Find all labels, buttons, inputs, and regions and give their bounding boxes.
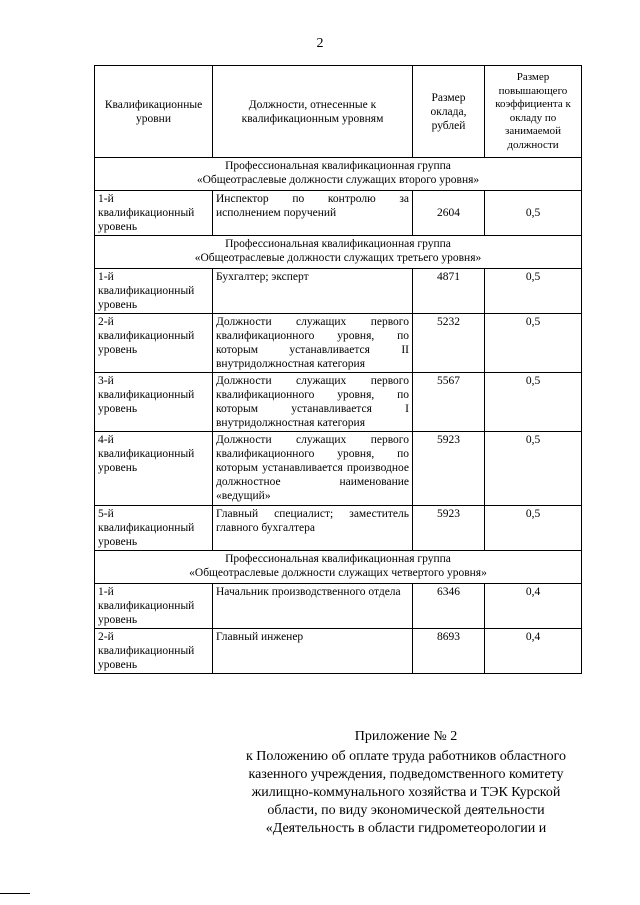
coefficient-cell: 0,5 — [485, 314, 582, 373]
position-cell: Должности служащих первого квалификационного уровня, по которым устанавливается II внутридолжностная категория — [213, 314, 413, 373]
position-cell: Начальник производственного отдела — [213, 584, 413, 629]
salary-cell: 6346 — [413, 584, 485, 629]
level-cell: 2-й квалификационный уровень — [95, 629, 213, 674]
group-header-row — [95, 551, 582, 584]
group-subtitle: «Общеотраслевые должности служащих второго уровня» — [196, 174, 480, 186]
coefficient-cell: 0,5 — [485, 506, 582, 551]
group-title: Профессиональная квалификационная группа — [225, 553, 451, 565]
position-cell: Инспектор по контролю за исполнением поручений — [213, 191, 413, 236]
table-row — [95, 432, 582, 506]
salary-cell: 5923 — [413, 506, 485, 551]
coefficient-cell: 0,5 — [485, 432, 582, 506]
coefficient-cell: 0,5 — [485, 191, 582, 236]
group-subtitle: «Общеотраслевые должности служащих третьего уровня» — [194, 252, 482, 264]
scan-edge-mark — [0, 893, 30, 894]
header-coefficient: Размер повышающего коэффициента к окладу по занимаемой должности — [485, 66, 582, 158]
group-header-row — [95, 158, 582, 191]
salary-cell: 5923 — [413, 432, 485, 506]
level-cell: 1-й квалификационный уровень — [95, 269, 213, 314]
appendix-line: области, по виду экономической деятельности — [267, 803, 545, 818]
position-cell: Главный специалист; заместитель главного бухгалтера — [213, 506, 413, 551]
group-subtitle: «Общеотраслевые должности служащих четвертого уровня» — [189, 567, 487, 579]
header-levels: Квалификационные уровни — [95, 66, 213, 158]
group-title-cell — [95, 158, 582, 191]
appendix-line: «Деятельность в области гидрометеорологии и — [265, 821, 547, 836]
group-title: Профессиональная квалификационная группа — [225, 238, 451, 250]
table-row — [95, 269, 582, 314]
coefficient-cell: 0,5 — [485, 373, 582, 432]
appendix-line: жилищно-коммунального хозяйства и ТЭК Курской — [251, 785, 561, 800]
position-cell: Должности служащих первого квалификационного уровня, по которым устанавливается производное должностное наименование «ведущий» — [213, 432, 413, 506]
page-number: 2 — [316, 36, 324, 51]
header-positions: Должности, отнесенные к квалификационным уровням — [213, 66, 413, 158]
group-title-cell — [95, 236, 582, 269]
level-cell: 5-й квалификационный уровень — [95, 506, 213, 551]
table-row — [95, 191, 582, 236]
salary-cell: 4871 — [413, 269, 485, 314]
level-cell: 3-й квалификационный уровень — [95, 373, 213, 432]
position-cell: Бухгалтер; эксперт — [213, 269, 413, 314]
table-header-row — [95, 66, 582, 158]
appendix-line: к Положению об оплате труда работников областного — [245, 749, 566, 764]
salary-cell: 5567 — [413, 373, 485, 432]
table-row — [95, 629, 582, 674]
coefficient-cell: 0,4 — [485, 584, 582, 629]
table-row — [95, 314, 582, 373]
table-row — [95, 506, 582, 551]
level-cell: 1-й квалификационный уровень — [95, 584, 213, 629]
coefficient-cell: 0,4 — [485, 629, 582, 674]
salary-cell: 5232 — [413, 314, 485, 373]
group-title: Профессиональная квалификационная группа — [225, 160, 451, 172]
level-cell: 1-й квалификационный уровень — [95, 191, 213, 236]
coefficient-cell: 0,5 — [485, 269, 582, 314]
header-salary: Размер оклада, рублей — [413, 66, 485, 158]
appendix-line: казенного учреждения, подведомственного комитету — [248, 767, 564, 782]
appendix-title: Приложение № 2 — [354, 729, 458, 744]
salary-cell: 8693 — [413, 629, 485, 674]
position-cell: Главный инженер — [213, 629, 413, 674]
table-row — [95, 373, 582, 432]
group-title-cell — [95, 551, 582, 584]
position-cell: Должности служащих первого квалификационного уровня, по которым устанавливается I внутридолжностная категория — [213, 373, 413, 432]
level-cell: 2-й квалификационный уровень — [95, 314, 213, 373]
appendix-block — [226, 728, 586, 838]
table-row — [95, 584, 582, 629]
group-header-row — [95, 236, 582, 269]
salary-table — [94, 65, 582, 674]
salary-cell: 2604 — [413, 191, 485, 236]
level-cell: 4-й квалификационный уровень — [95, 432, 213, 506]
